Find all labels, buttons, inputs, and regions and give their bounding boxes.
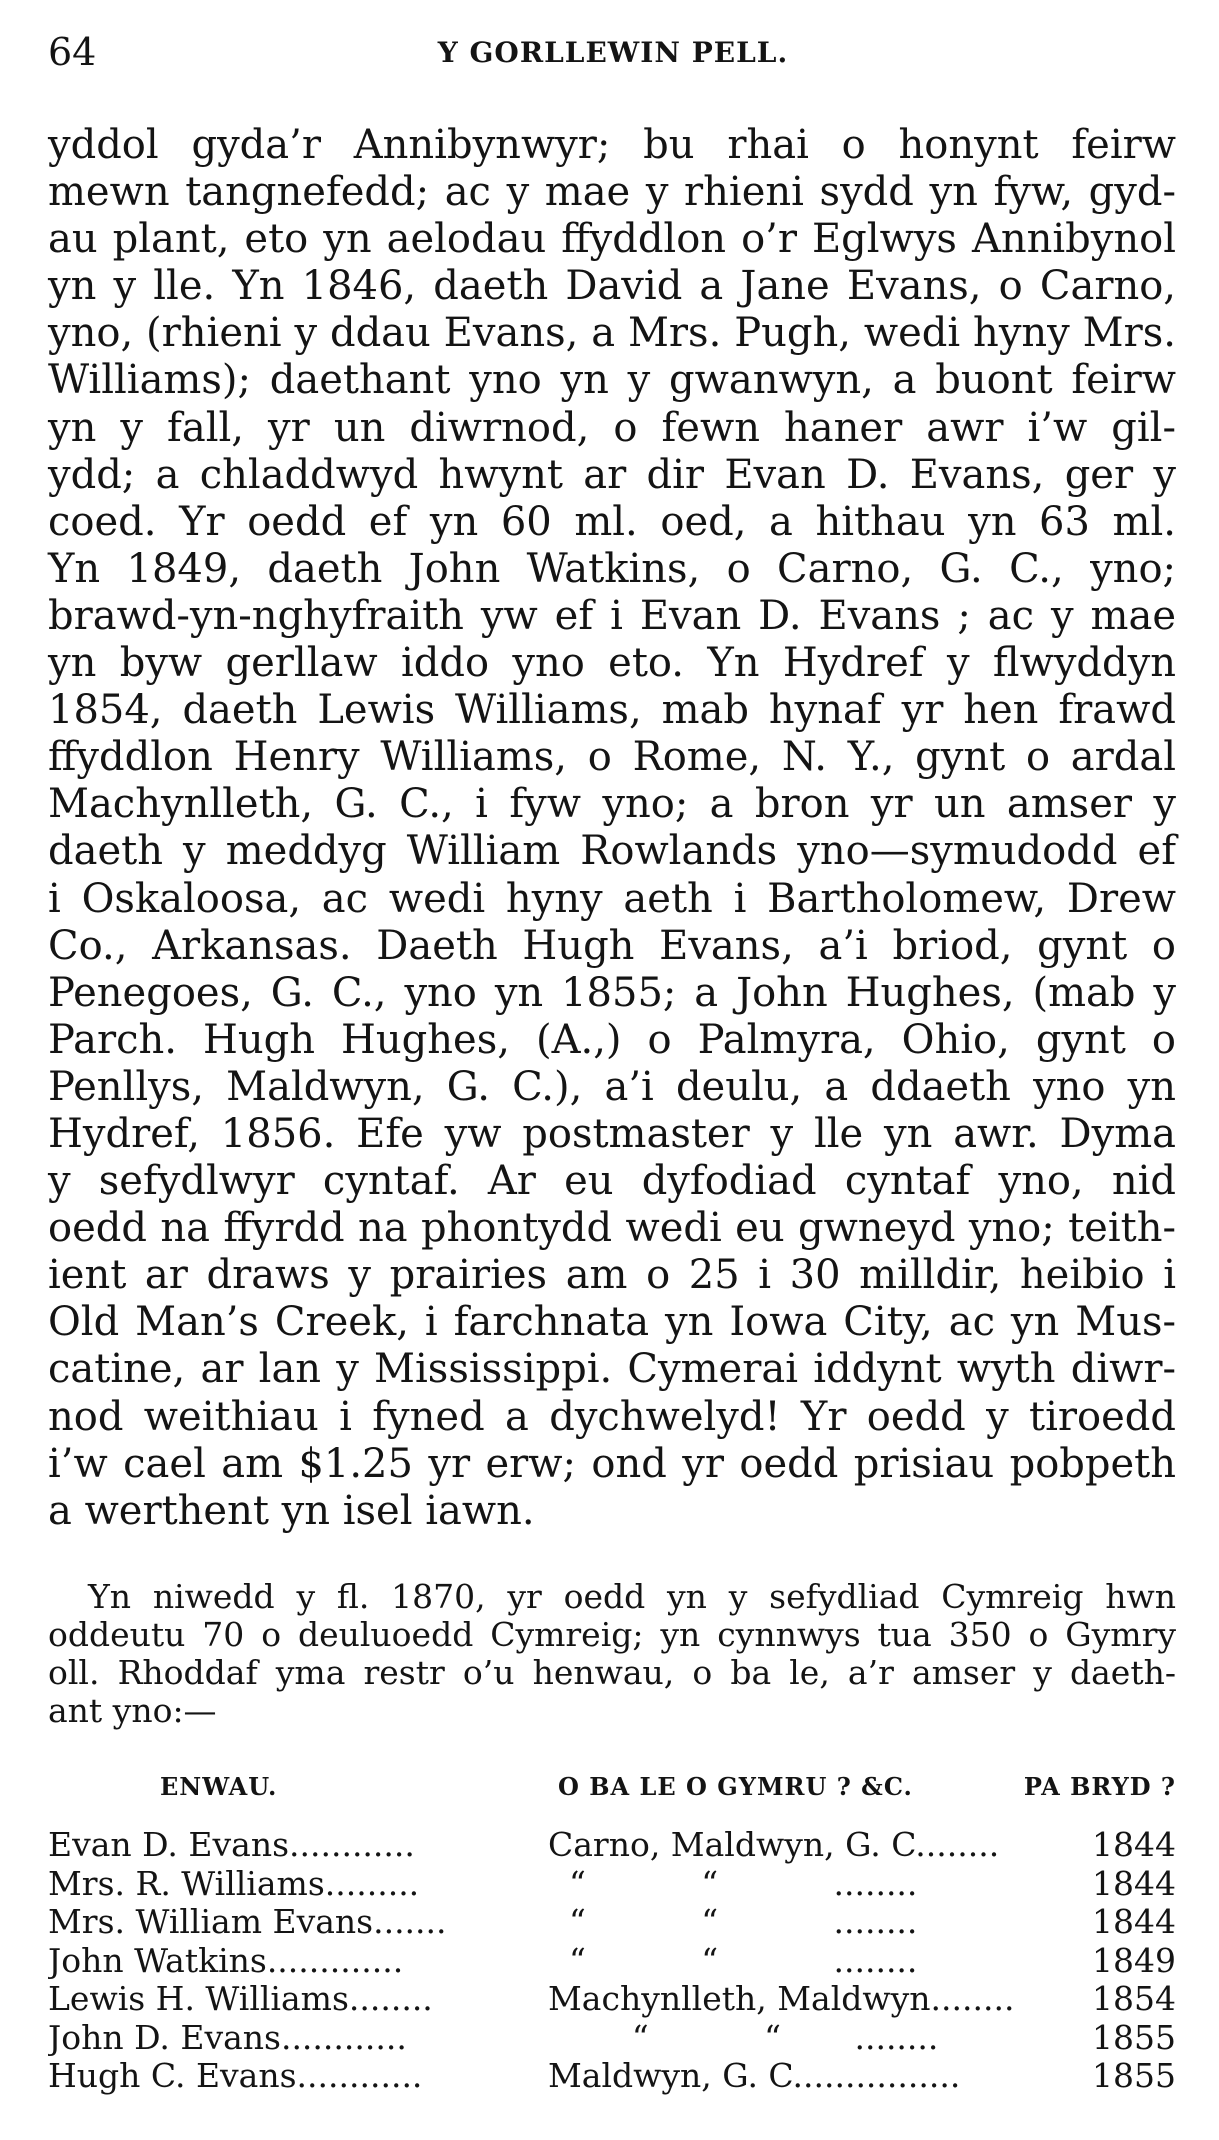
census-paragraph (48, 1578, 1176, 1730)
main-paragraph (48, 122, 1176, 1535)
settler-name: John D. Evans............ (48, 2018, 407, 2057)
text-line: ydd; a chladdwyd hwynt ar dir Evan D. Evans, ger y (48, 451, 1176, 498)
settler-name: Evan D. Evans............ (48, 1826, 415, 1864)
small-text-line: oddeutu 70 o deuluoedd Cymreig; yn cynnwys tua 350 o Gymry (48, 1615, 1176, 1654)
settler-name: Lewis H. Williams........ (48, 1980, 433, 2018)
small-text-line: oll. Rhoddaf yma restr o’u henwau, o ba le, a’r amser y daeth- (48, 1653, 1176, 1692)
text-line: Hydref, 1856. Efe yw postmaster y lle yn awr. Dyma (48, 1110, 1176, 1157)
settler-origin: “ “ ........ (548, 1941, 918, 1980)
table-header (48, 1772, 1176, 1812)
table-row (48, 1942, 1176, 1981)
running-title: Y GORLLEWIN PELL. (437, 35, 789, 69)
settler-year: 1844 (1092, 1863, 1176, 1903)
settler-origin: Carno, Maldwyn, G. C........ (548, 1826, 1000, 1864)
text-line: y sefydlwyr cyntaf. Ar eu dyfodiad cyntaf yno, nid (48, 1158, 1176, 1205)
settlers-table (48, 1826, 1176, 2096)
settler-year: 1844 (1092, 1902, 1176, 1941)
settler-name: Mrs. R. Williams......... (48, 1864, 420, 1903)
settler-name: John Watkins............. (48, 1941, 404, 1980)
table-row (48, 1865, 1176, 1904)
table-row (48, 2019, 1176, 2058)
settler-name: Mrs. William Evans....... (48, 1903, 447, 1941)
text-line: Yn 1849, daeth John Watkins, o Carno, G. C., yno; (48, 545, 1176, 592)
text-line: Williams); daethant yno yn y gwanwyn, a buont feirw (48, 357, 1176, 404)
settler-year: 1855 (1092, 2056, 1176, 2095)
table-row (48, 2057, 1176, 2096)
text-line: Penllys, Maldwyn, G. C.), a’i deulu, a ddaeth yno yn (48, 1063, 1176, 1110)
text-line: a werthent yn isel iawn. (48, 1487, 535, 1534)
column-header-names: ENWAU. (160, 1772, 278, 1801)
settler-year: 1844 (1092, 1825, 1176, 1864)
text-line: yddol gyda’r Annibynwyr; bu rhai o honynt feirw (48, 122, 1176, 168)
text-line: Machynlleth, G. C., i fyw yno; a bron yr un amser y (48, 781, 1176, 828)
text-line: yn y lle. Yn 1846, daeth David a Jane Evans, o Carno, (48, 263, 1176, 310)
settler-year: 1855 (1092, 2017, 1176, 2057)
text-line: 1854, daeth Lewis Williams, mab hynaf yr hen frawd (48, 687, 1176, 734)
settler-origin: Maldwyn, G. C................ (548, 2057, 961, 2095)
page-number: 64 (48, 30, 97, 74)
small-text-line: ant yno:— (48, 1691, 217, 1730)
text-line: Penegoes, G. C., yno yn 1855; a John Hughes, (mab y (48, 969, 1176, 1016)
text-line: coed. Yr oedd ef yn 60 ml. oed, a hithau yn 63 ml. (48, 498, 1176, 545)
text-line: au plant, eto yn aelodau ffyddlon o’r Eglwys Annibynol (48, 216, 1176, 263)
settler-origin: “ “ ........ (548, 1903, 918, 1941)
text-line: Co., Arkansas. Daeth Hugh Evans, a’i briod, gynt o (48, 922, 1176, 969)
text-line: yn y fall, yr un diwrnod, o fewn haner awr i’w gil- (48, 404, 1176, 451)
page-header (48, 22, 1178, 82)
settler-origin: Machynlleth, Maldwyn........ (548, 1980, 1015, 2018)
settler-name: Hugh C. Evans............ (48, 2057, 423, 2095)
text-line: nod weithiau i fyned a dychwelyd! Yr oedd y tiroedd (48, 1393, 1176, 1440)
settler-year: 1849 (1092, 1940, 1176, 1980)
text-line: Old Man’s Creek, i farchnata yn Iowa City, ac yn Mus- (48, 1299, 1176, 1346)
table-row (48, 1903, 1176, 1942)
text-line: ient ar draws y prairies am o 25 i 30 milldir, heibio i (48, 1252, 1176, 1299)
column-header-origin: O BA LE O GYMRU ? &C. (558, 1772, 913, 1801)
table-row (48, 1826, 1176, 1865)
small-text-line: Yn niwedd y fl. 1870, yr oedd yn y sefydliad Cymreig hwn (88, 1577, 1176, 1616)
text-line: brawd-yn-nghyfraith yw ef i Evan D. Evans ; ac y mae (48, 592, 1176, 639)
settler-origin: “ “ ........ (548, 1864, 918, 1903)
settler-origin: “ “ ........ (548, 2018, 939, 2057)
column-header-date: PA BRYD ? (1023, 1772, 1176, 1801)
text-line: mewn tangnefedd; ac y mae y rhieni sydd yn fyw, gyd- (48, 169, 1176, 216)
text-line: catine, ar lan y Mississippi. Cymerai iddynt wyth diwr- (48, 1346, 1176, 1393)
text-line: oedd na ffyrdd na phontydd wedi eu gwneyd yno; teith- (48, 1205, 1176, 1252)
table-row (48, 1980, 1176, 2019)
text-line: yno, (rhieni y ddau Evans, a Mrs. Pugh, wedi hyny Mrs. (48, 310, 1176, 357)
text-line: yn byw gerllaw iddo yno eto. Yn Hydref y flwyddyn (48, 640, 1176, 687)
text-line: i Oskaloosa, ac wedi hyny aeth i Bartholomew, Drew (48, 875, 1176, 922)
text-line: i’w cael am $1.25 yr erw; ond yr oedd prisiau pobpeth (48, 1440, 1176, 1487)
text-line: daeth y meddyg William Rowlands yno—symudodd ef (48, 828, 1176, 875)
settler-year: 1854 (1092, 1979, 1176, 2018)
text-line: Parch. Hugh Hughes, (A.,) o Palmyra, Ohio, gynt o (48, 1016, 1176, 1063)
text-line: ffyddlon Henry Williams, o Rome, N. Y., gynt o ardal (48, 734, 1176, 781)
